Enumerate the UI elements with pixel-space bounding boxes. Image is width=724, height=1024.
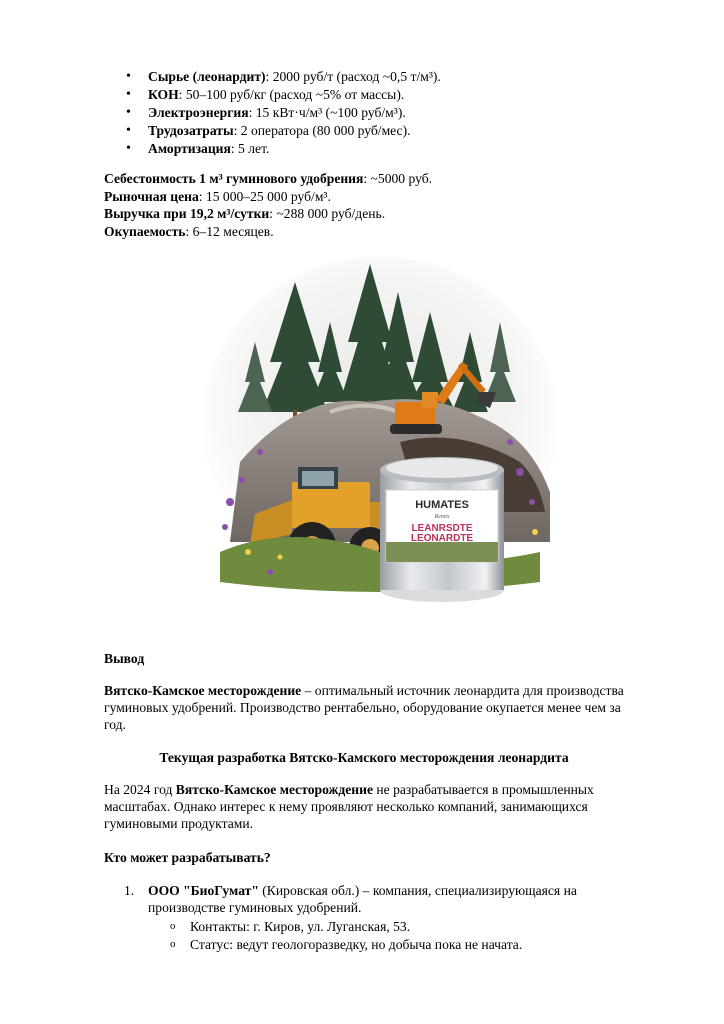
item-text: : 5 лет. <box>230 141 270 156</box>
summary-value: : ~288 000 руб/день. <box>269 206 386 221</box>
item-text: : 15 кВт·ч/м³ (~100 руб/м³). <box>248 105 406 120</box>
summary-label: Окупаемость <box>104 223 186 239</box>
summary-line <box>104 188 664 206</box>
cost-list <box>104 68 664 158</box>
summary-value: : 15 000–25 000 руб/м³. <box>198 188 331 204</box>
sub-bullet: o <box>170 938 176 950</box>
leonardite-quarry-illustration <box>200 252 558 624</box>
can-label-line1: LEANRSDTE <box>411 523 473 534</box>
item-label: КОН <box>148 87 179 102</box>
list-item <box>104 86 664 104</box>
item-label: Сырье (леонардит) <box>148 69 266 84</box>
conclusion-heading: Вывод <box>104 651 145 666</box>
conclusion-paragraph <box>104 682 624 733</box>
current-pre: На 2024 год <box>104 782 176 797</box>
item-label: Электроэнергия <box>148 105 249 120</box>
summary-line <box>104 170 664 188</box>
deposit-name: Вятско-Камское месторождение <box>104 683 302 698</box>
can-label-line2: LEONARDTE <box>410 533 474 544</box>
humates-can-illustration <box>380 457 504 602</box>
summary-label: Выручка при 19,2 м³/сутки <box>104 206 270 221</box>
deposit-name: Вятско-Камское месторождение <box>175 782 373 797</box>
item-text: : 2000 руб/т (расход ~0,5 т/м³). <box>265 69 441 84</box>
sub-bullet: o <box>170 920 176 932</box>
item-text: : 2 оператора (80 000 руб/мес). <box>233 123 411 138</box>
summary-label: Себестоимость 1 м³ гуминового удобрения <box>104 171 364 186</box>
list-item <box>104 140 664 158</box>
item-label: Амортизация <box>148 141 231 156</box>
who-heading: Кто может разрабатывать? <box>104 850 271 865</box>
summary-line <box>104 223 664 241</box>
company-description: (Кировская обл.) – компания, специализирующаяся на производстве гуминовых удобрений. <box>148 883 577 915</box>
section-title: Текущая разработка Вятско-Камского месторождения леонардита <box>159 750 569 765</box>
current-post: не разрабатывается в промышленных масштабах. Однако интерес к нему проявляют несколько компаний, занимающихся гуминовыми продуктами. <box>104 782 594 831</box>
current-paragraph <box>104 781 624 832</box>
summary-line <box>104 205 664 223</box>
can-brand: HUMATES <box>415 499 469 511</box>
company-item <box>148 882 618 916</box>
list-item <box>104 68 664 86</box>
summary-value: : ~5000 руб. <box>363 171 433 186</box>
item-label: Трудозатраты <box>148 123 234 138</box>
summary-value: : 6–12 месяцев. <box>185 223 274 239</box>
can-subbrand: Remix <box>434 514 450 520</box>
item-number: 1. <box>124 883 135 898</box>
item-text: : 50–100 руб/кг (расход ~5% от массы). <box>178 87 405 102</box>
company-name: ООО "БиоГумат" <box>148 883 259 898</box>
economics-summary <box>104 170 664 240</box>
conclusion-text: – оптимальный источник леонардита для производства гуминовых удобрений. Производство рентабельно, оборудование окупается менее чем за год. <box>104 683 624 732</box>
summary-label: Рыночная цена <box>104 188 199 204</box>
sub-item-text: Статус: ведут геологоразведку, но добыча пока не начата. <box>190 937 523 952</box>
list-item <box>104 104 664 122</box>
sub-item-text: Контакты: г. Киров, ул. Луганская, 53. <box>190 919 411 934</box>
list-item <box>104 122 664 140</box>
